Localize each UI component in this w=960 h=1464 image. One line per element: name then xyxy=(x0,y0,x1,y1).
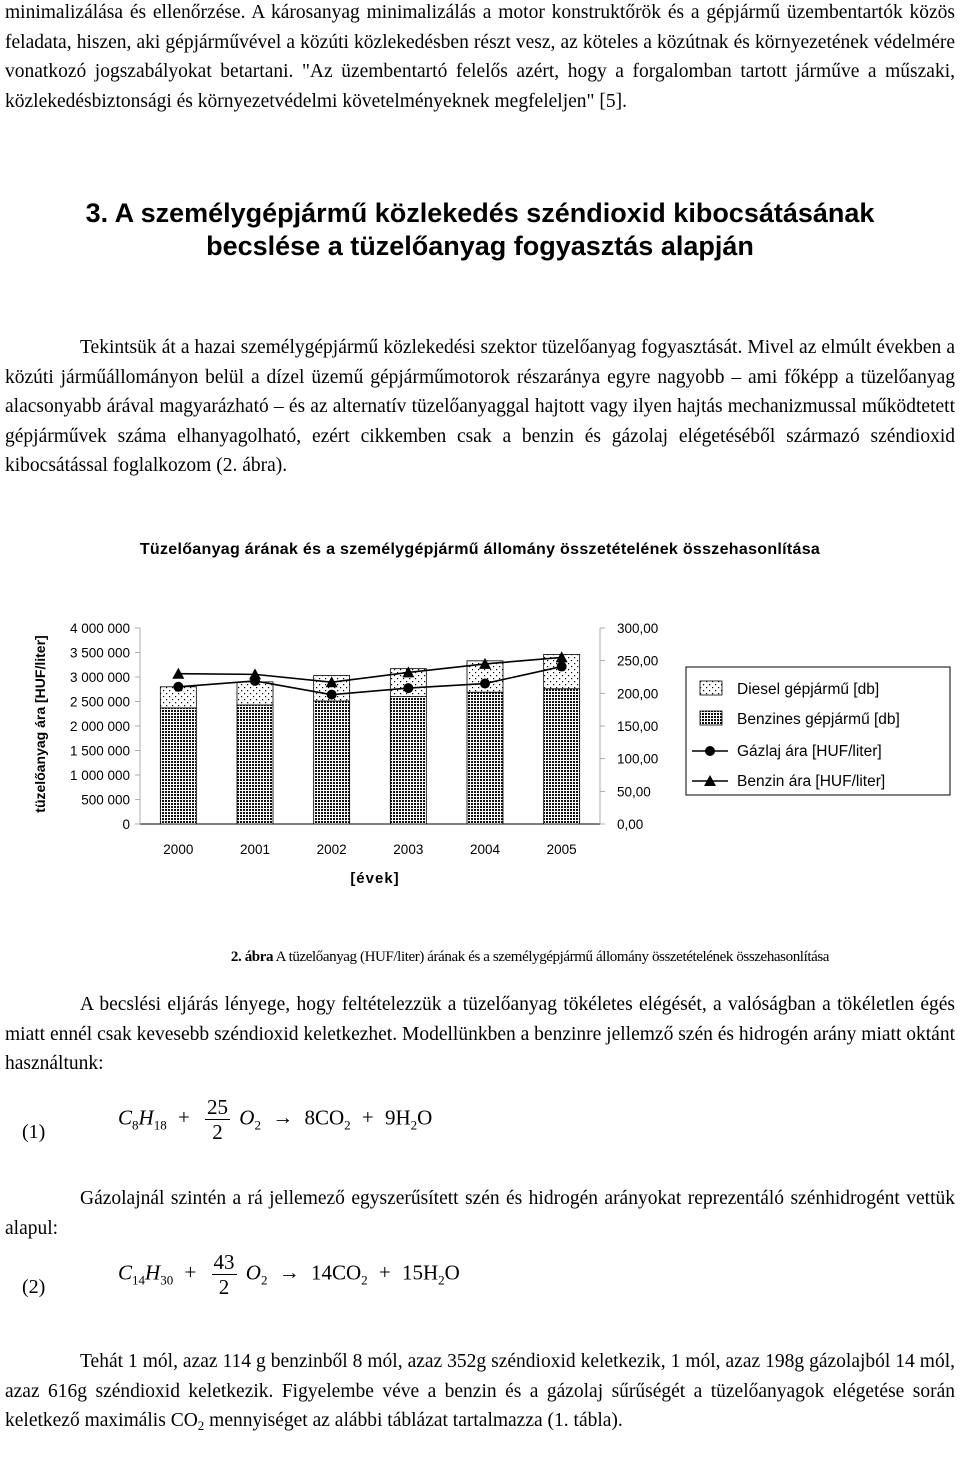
eq1-fraction xyxy=(205,1095,230,1144)
body-paragraph-1: Tekintsük át a hazai személygépjármű közlekedési szektor tüzelőanyag fogyasztását. Mivel az elmúlt években a közúti járműállományon belül a dízel üzemű gépjárműmotorok részaránya egyre nagyobb – ami főképp a tüzelőanyag alacsonyabb árával magyarázható – és az alternatív tüzelőanyaggal hajtott vagy ilyen hajtás mechanizmussal működtetett gépjárművek száma elhanyagolható, ezért cikkemben csak a benzin és gázolaj elégetéséből származó széndioxid kibocsátással foglalkozom (2. ábra). xyxy=(5,337,955,476)
y-left-tick-label: 4 000 000 xyxy=(69,621,130,636)
y-left-tick-label: 1 000 000 xyxy=(69,768,130,783)
eq2-carbon: C xyxy=(118,1260,133,1285)
y-left-tick-label: 2 500 000 xyxy=(69,694,130,710)
paragraph-4-sub: 2 xyxy=(197,1418,205,1433)
x-axis-label: [évek] xyxy=(350,870,400,887)
eq1-carbon-sub: 8 xyxy=(132,1117,139,1133)
eq1-product-1: 8CO xyxy=(304,1105,345,1130)
eq2-hydrogen: H xyxy=(145,1260,161,1285)
paragraph-4-main: Tehát 1 mól, azaz 114 g benzinből 8 mól, azaz 352g széndioxid keletkezik, 1 mól, azaz 198g gázolajból 14 mól, azaz 616g széndioxid keletkezik. Figyelembe véve a benzin és a gázolaj sűrűségét a tüzelőanyagok elégetése során keletkező maximális CO xyxy=(5,1351,955,1431)
figure-caption-number: 2. ábra xyxy=(230,949,274,965)
legend-swatch-diesel xyxy=(700,681,722,695)
x-tick-label: 2000 xyxy=(163,842,194,857)
eq1-product-2-sub: 2 xyxy=(410,1117,418,1133)
y-left-tick-label: 2 000 000 xyxy=(69,719,130,734)
paragraph-4-tail: mennyiséget az alábbi táblázat tartalmazza (1. tábla). xyxy=(204,1410,623,1431)
chart-title: Tüzelőanyag árának és a személygépjármű állomány összetételének összehasonlítása xyxy=(139,541,821,558)
point-gazolaj xyxy=(480,679,490,689)
legend-swatch-benzines xyxy=(700,711,722,725)
point-gazolaj xyxy=(173,682,183,692)
bar-benzines xyxy=(237,705,273,824)
eq1-oxygen-sub: 2 xyxy=(254,1117,261,1133)
body-paragraph-2: A becslési eljárás lényege, hogy feltételezzük a tüzelőanyag tökéletes elégését, a valóságban a tökéletlen égés miatt ennél csak kevesebb széndioxid keletkezhet. Modellünkben a benzinre jellemző szén és hidrogén arány miatt oktánt használtunk: xyxy=(5,994,955,1074)
y-right-tick-label: 100,00 xyxy=(617,751,659,767)
section-heading xyxy=(0,197,960,263)
y-axis-label: tüzelőanyag ára [HUF/liter] xyxy=(32,635,48,813)
y-left-tick-label: 3 500 000 xyxy=(69,645,130,661)
eq1-carbon: C xyxy=(118,1105,133,1130)
x-tick-label: 2002 xyxy=(316,842,347,857)
y-right-tick-label: 50,00 xyxy=(617,784,651,800)
eq2-product-2: 15H xyxy=(401,1260,439,1285)
y-right-tick-label: 250,00 xyxy=(617,653,659,669)
eq2-oxygen: O xyxy=(245,1260,261,1285)
x-tick-label: 2005 xyxy=(546,842,577,857)
legend-label: Benzines gépjármű [db] xyxy=(737,711,900,728)
y-right-tick-label: 200,00 xyxy=(617,686,659,702)
eq2-oxygen-sub: 2 xyxy=(260,1272,268,1288)
point-gazolaj xyxy=(403,683,413,693)
bar-benzines xyxy=(160,708,196,824)
bar-benzines xyxy=(467,692,503,824)
eq2-carbon-sub: 14 xyxy=(132,1272,146,1288)
legend-label: Gázlaj ára [HUF/liter] xyxy=(737,743,882,760)
y-left-tick-label: 0 xyxy=(122,817,130,832)
body-paragraph-3: Gázolajnál szintén a rá jellemező egyszerűsített szén és hidrogén arányokat reprezentáló szénhidrogént vettük alapul: xyxy=(5,1188,955,1239)
intro-paragraph: minimalizálása és ellenőrzése. A károsanyag minimalizálás a motor konstruktőrök és a gépjármű üzembentartók közös feladata, hiszen, aki gépjárművével a közúti közlekedésben részt vesz, az köteles a közútnak és környezetének védelmére vonatkozó jogszabályokat betartani. "Az üzembentartó felelős azért, hogy a forgalomban tartott járműve a műszaki, közlekedésbiztonsági és környezetvédelmi követelményeknek megfeleljen" [5]. xyxy=(5,2,955,112)
section-heading-line-1: 3. A személygépjármű közlekedés széndioxid kibocsátásának xyxy=(85,198,875,228)
eq1-denominator: 2 xyxy=(212,1120,223,1144)
eq2-denominator: 2 xyxy=(218,1275,230,1299)
x-tick-label: 2003 xyxy=(393,842,424,857)
y-right-tick-label: 0,00 xyxy=(617,817,644,832)
eq1-numerator: 25 xyxy=(207,1095,229,1119)
eq1-product-1-sub: 2 xyxy=(344,1117,351,1133)
legend-marker-gazolaj xyxy=(705,746,715,756)
eq1-arrow-icon: → xyxy=(272,1105,294,1130)
y-left-tick-label: 500 000 xyxy=(81,792,130,808)
bar-benzines xyxy=(390,697,426,824)
eq1-product-2-tail: O xyxy=(417,1105,433,1130)
eq2-plus-2: + xyxy=(378,1260,391,1285)
eq2-hydrogen-sub: 30 xyxy=(160,1272,174,1288)
equation-2-label: (2) xyxy=(22,1276,46,1298)
eq1-oxygen: O xyxy=(239,1105,255,1130)
eq1-hydrogen-sub: 18 xyxy=(153,1117,167,1133)
eq2-fraction xyxy=(212,1250,237,1299)
section-heading-line-2: becslése a tüzelőanyag fogyasztás alapján xyxy=(206,231,754,261)
eq1-hydrogen: H xyxy=(138,1105,154,1130)
point-gazolaj xyxy=(557,662,567,672)
eq1-plus-2: + xyxy=(361,1105,374,1130)
figure-caption xyxy=(100,949,960,966)
y-right-tick-label: 150,00 xyxy=(617,719,659,734)
y-left-tick-label: 1 500 000 xyxy=(69,743,130,759)
x-tick-label: 2001 xyxy=(239,842,271,857)
bar-benzines xyxy=(314,701,350,824)
eq1-plus-1: + xyxy=(177,1105,190,1130)
eq2-plus-1: + xyxy=(184,1260,197,1285)
bar-benzines xyxy=(544,689,580,824)
legend-label: Benzin ára [HUF/liter] xyxy=(737,773,886,790)
equation-1 xyxy=(118,1095,432,1144)
eq2-product-2-tail: O xyxy=(444,1260,460,1285)
equation-1-label: (1) xyxy=(22,1121,46,1143)
point-gazolaj xyxy=(327,690,337,700)
eq1-product-2: 9H xyxy=(384,1105,411,1130)
y-left-tick-label: 3 000 000 xyxy=(69,670,130,685)
y-right-tick-label: 300,00 xyxy=(617,621,659,636)
eq2-product-1: 14CO xyxy=(310,1260,362,1285)
x-tick-label: 2004 xyxy=(469,842,501,857)
body-paragraph-4 xyxy=(5,1347,955,1441)
chart xyxy=(0,605,960,905)
equation-2 xyxy=(118,1250,460,1299)
figure-caption-text: A tüzelőanyag (HUF/liter) árának és a személygépjármű állomány összetételének összehasonlítása xyxy=(273,949,830,965)
legend-label: Diesel gépjármű [db] xyxy=(737,681,880,698)
eq2-product-1-sub: 2 xyxy=(361,1272,368,1288)
eq2-numerator: 43 xyxy=(213,1250,235,1274)
eq2-arrow-icon: → xyxy=(278,1260,300,1285)
line-gazolaj xyxy=(178,667,561,695)
eq2-product-2-sub: 2 xyxy=(438,1272,445,1288)
